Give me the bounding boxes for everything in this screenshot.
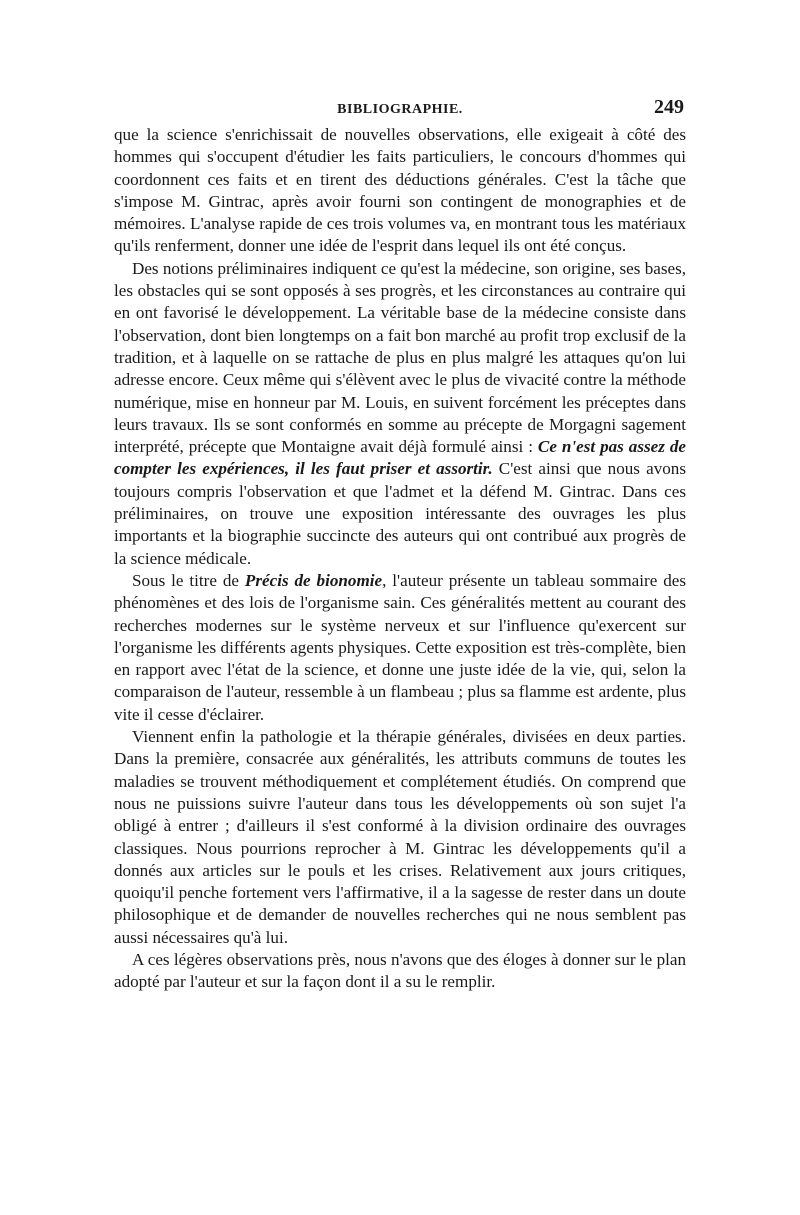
paragraph-3-text-b: , l'auteur présente un tableau sommaire des phénomènes et des lois de l'organisme sain. Ces généralités mettent au courant des recherches modernes sur le système nerveux et sur l'influence qu'exercent sur l'organisme les différents agents physiques. Cette exposition est très-complète, bien en rapport avec l'état de la science, et donne une juste idée de la vie, qui, selon la comparaison de l'auteur, ressemble à un flambeau ; plus sa flamme est ardente, plus vite il cesse d'éclairer. [114, 570, 686, 724]
running-title: BIBLIOGRAPHIE. [337, 102, 463, 117]
body-text [114, 124, 686, 994]
paragraph-3-text-a: Sous le titre de [132, 570, 245, 590]
paragraph-1 [114, 124, 686, 258]
paragraph-2-text-a: Des notions préliminaires indiquent ce qu'est la médecine, son origine, ses bases, les obstacles qui se sont opposés à ses progrès, et les circonstances au contraire qui en ont favorisé le développement. La véritable base de la médecine consiste dans l'observation, dont bien longtemps on a fait bon marché au profit trop exclusif de la tradition, et à laquelle on se rattache de plus en plus malgré les attaques qu'on lui adresse encore. Ceux même qui s'élèvent avec le plus de vivacité contre la méthode numérique, mise en honneur par M. Louis, en suivent forcément les préceptes dans leurs travaux. Ils se sont conformés en somme au précepte de Morgagni sagement interprété, précepte que Montaigne avait déjà formulé ainsi : [114, 258, 686, 457]
paragraph-2-text-b: C'est ainsi que nous avons toujours compris l'observation et que l'admet et la défend M. Gintrac. Dans ces préliminaires, on trouve une exposition intéressante des ouvrages les plus importants et la biographie succincte des auteurs qui ont contribué aux progrès de la science médicale. [114, 459, 686, 568]
book-page [114, 96, 686, 994]
running-header [114, 96, 686, 124]
montaigne-quote: Ce n'est pas assez de compter les expériences, il les faut priser et assortir. [114, 437, 686, 479]
paragraph-4-text: Viennent enfin la pathologie et la thérapie générales, divisées en deux parties. Dans la première, consacrée aux généralités, les attributs communs de toutes les maladies se trouvent méthodiquement et complétement étudiés. On comprend que nous ne puissions suivre l'auteur dans tous les développements où son sujet l'a obligé à entrer ; d'ailleurs il s'est conformé à la division ordinaire des ouvrages classiques. Nous pourrions reprocher à M. Gintrac les développements qu'il a donnés aux articles sur le pouls et les crises. Relativement aux jours critiques, quoiqu'il penche fortement vers l'affirmative, il a la sagesse de rester dans un doute philosophique et de demander de nouvelles recherches qui ne nous semblent pas aussi nécessaires qu'à lui. [114, 727, 686, 947]
paragraph-5-text: A ces légères observations près, nous n'avons que des éloges à donner sur le plan adopté par l'auteur et sur la façon dont il a su le remplir. [114, 949, 686, 992]
paragraph-1-text: que la science s'enrichissait de nouvelles observations, elle exigeait à côté des hommes qui s'occupent d'étudier les faits particuliers, le concours d'hommes qui coordonnent ces faits et en tirent des déductions générales. C'est la tâche que s'impose M. Gintrac, après avoir fourni son contingent de monographies et de mémoires. L'analyse rapide de ces trois volumes va, en montrant tous les matériaux qu'ils renferment, donner une idée de l'esprit dans lequel ils ont été conçus. [114, 125, 686, 256]
page-number: 249 [654, 96, 684, 118]
paragraph-5 [114, 949, 686, 994]
precis-title: Précis de bionomie [244, 570, 383, 590]
paragraph-2 [114, 258, 686, 570]
paragraph-4 [114, 726, 686, 949]
paragraph-3 [114, 570, 686, 726]
